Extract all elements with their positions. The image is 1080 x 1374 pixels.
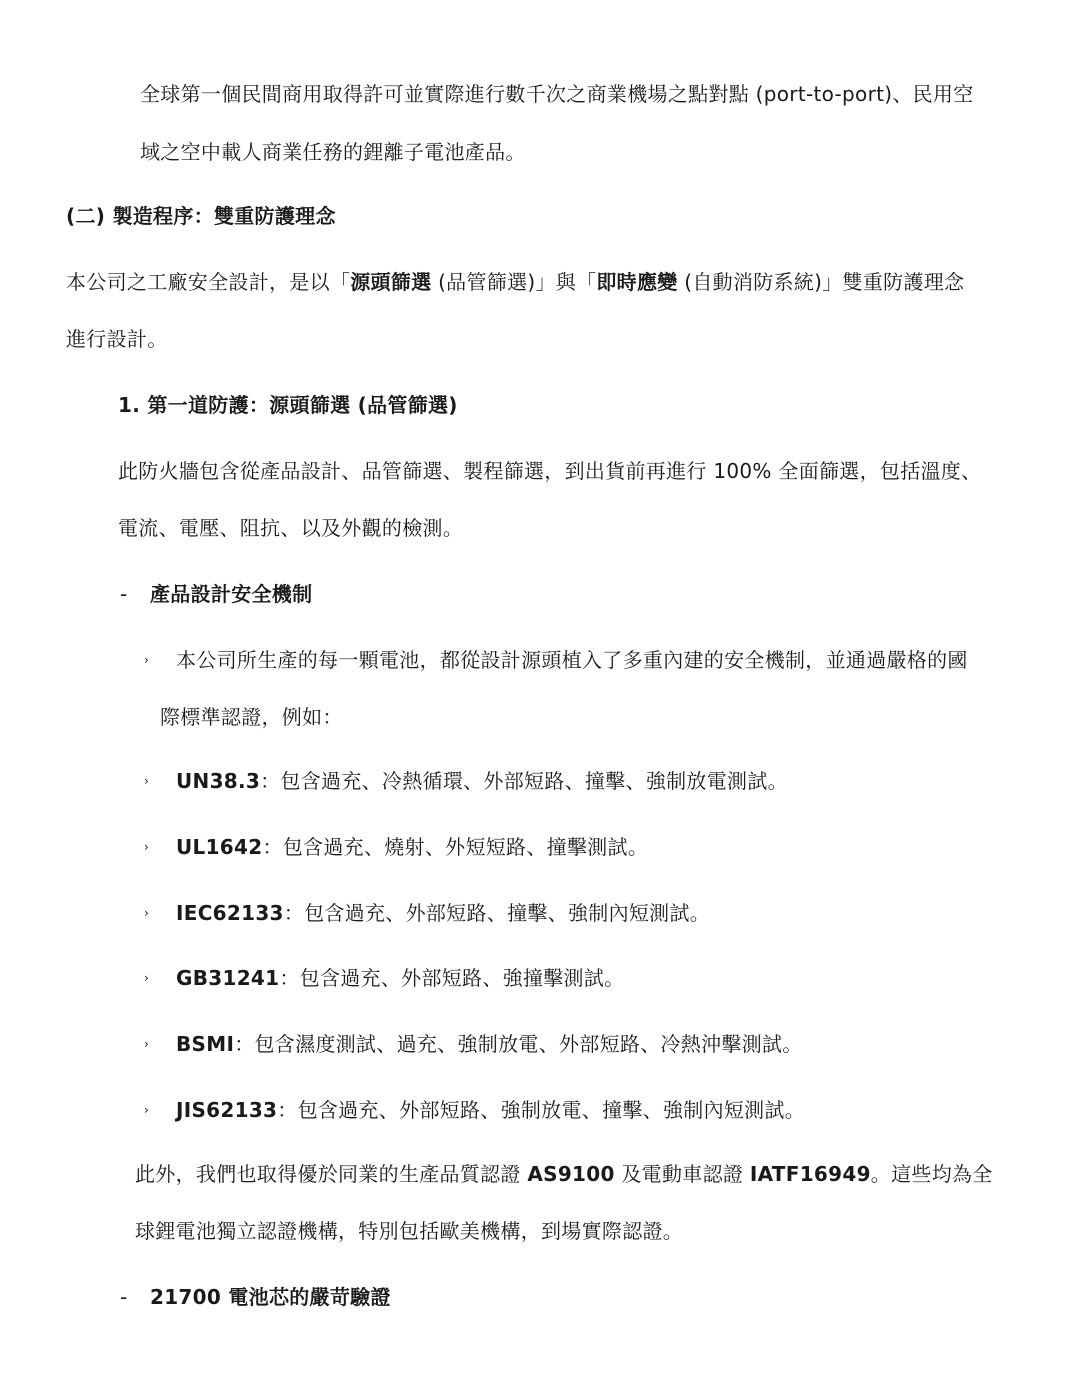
section-heading: (二) 製造程序：雙重防護理念 [66,204,336,228]
cert-name: JIS62133 [176,1098,278,1122]
additional-text: 及電動車認證 [614,1162,750,1186]
intro-line [66,268,964,296]
intro-bold-text: 源頭篩選 [350,270,432,294]
paragraph-line [135,1160,993,1188]
cert-item [176,767,788,795]
intro-bold-text: 即時應變 [596,270,678,294]
dash-heading: 產品設計安全機制 [150,582,313,606]
additional-text: 。這些均為全 [870,1162,993,1186]
cert-desc: ：包含過充、冷熱循環、外部短路、撞擊、強制放電測試。 [260,769,788,793]
bullet-icon: › [144,906,149,920]
cert-desc: ：包含濕度測試、過充、強制放電、外部短路、冷熱沖擊測試。 [234,1032,803,1056]
cert-name: BSMI [176,1032,235,1056]
additional-bold-text: AS9100 [527,1162,615,1186]
dash-marker: - [120,582,128,606]
additional-bold-text: IATF16949 [749,1162,871,1186]
dash-heading: 21700 電池芯的嚴苛驗證 [150,1285,391,1309]
cert-name: UL1642 [176,835,263,859]
paragraph-line: 全球第一個民間商用取得許可並實際進行數千次之商業機場之點對點 (port-to-port)、民用空 [140,82,974,106]
paragraph-line: 域之空中載人商業任務的鋰離子電池產品。 [140,140,526,164]
cert-name: UN38.3 [176,769,261,793]
cert-desc: ：包含過充、燒射、外短短路、撞擊測試。 [262,835,649,859]
cert-desc: ：包含過充、外部短路、撞擊、強制內短測試。 [283,901,711,925]
paragraph-line: 電流、電壓、阻抗、以及外觀的檢測。 [118,516,464,540]
bullet-icon: › [144,971,149,985]
bullet-icon: › [144,653,149,667]
intro-text: (品管篩選)」與「 [431,270,597,294]
intro-line: 進行設計。 [66,327,168,351]
cert-desc: ：包含過充、外部短路、強制放電、撞擊、強制內短測試。 [277,1098,806,1122]
bullet-text: 本公司所生產的每一顆電池，都從設計源頭植入了多重內建的安全機制，並通過嚴格的國 [176,648,968,672]
cert-item [176,964,624,992]
paragraph-line: 球鋰電池獨立認證機構，特別包括歐美機構，到場實際認證。 [135,1219,684,1243]
cert-item [176,833,648,861]
bullet-icon: › [144,1037,149,1051]
bullet-text: 際標準認證，例如： [160,705,343,729]
paragraph-line: 此防火牆包含從產品設計、品管篩選、製程篩選，到出貨前再進行 100% 全面篩選，包括溫度、 [118,459,982,483]
bullet-icon: › [144,840,149,854]
cert-name: IEC62133 [176,901,284,925]
intro-text: 本公司之工廠安全設計，是以「 [66,270,351,294]
subsection-heading: 1. 第一道防護：源頭篩選 (品管篩選) [118,393,458,417]
dash-marker: - [120,1285,128,1309]
bullet-icon: › [144,774,149,788]
intro-text: (自動消防系統)」雙重防護理念 [677,270,965,294]
cert-name: GB31241 [176,966,280,990]
additional-text: 此外，我們也取得優於同業的生產品質認證 [135,1162,528,1186]
cert-item [176,1096,805,1124]
cert-desc: ：包含過充、外部短路、強撞擊測試。 [279,966,625,990]
cert-item [176,1030,803,1058]
cert-item [176,899,710,927]
bullet-icon: › [144,1103,149,1117]
